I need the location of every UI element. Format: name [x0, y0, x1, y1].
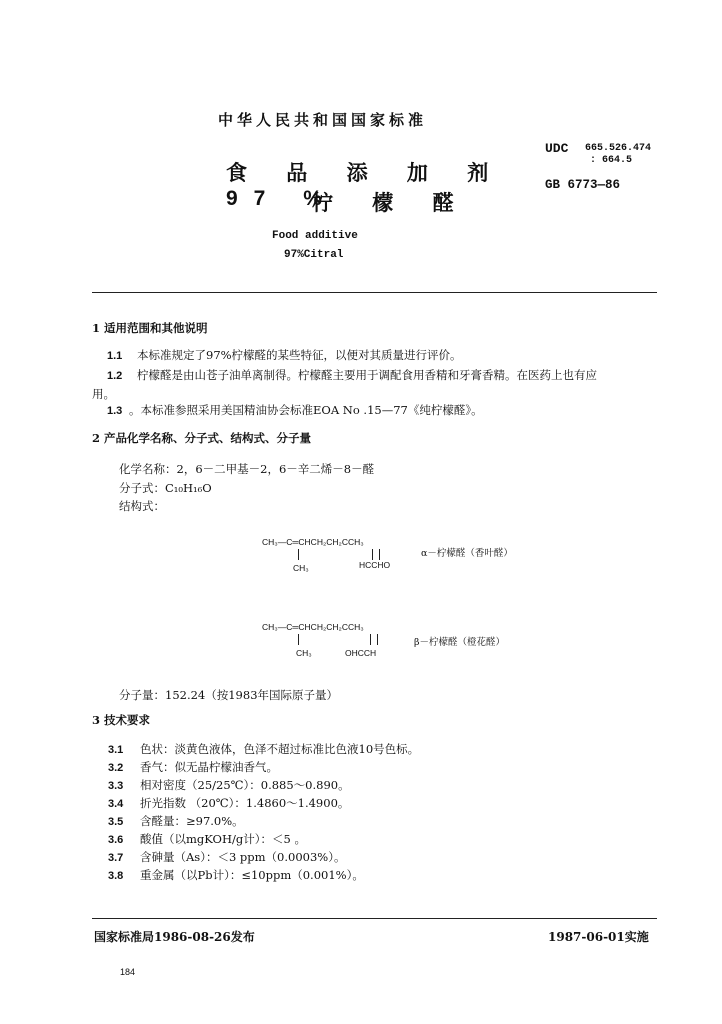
alpha-methyl: CH₃: [293, 563, 309, 573]
molecular-weight: 分子量：152.24（按1983年国际原子量）: [119, 688, 339, 702]
udc-code-line1: 665.526.474: [585, 143, 652, 154]
clause-text: 相对密度（25/25℃）：0.885～0.890。: [140, 778, 350, 792]
clause-text: 色状：淡黄色液体，色泽不超过标准比色液10号色标。: [140, 742, 420, 756]
clause-text: 含砷量（As）：＜3 ppm（0.0003%）。: [140, 850, 346, 864]
country-standard-title: 中华人民共和国国家标准: [218, 111, 428, 129]
beta-branch-bond: [298, 634, 299, 645]
title-citral: 柠 檬 醛: [312, 190, 470, 215]
clause-text: 。本标准参照采用美国精油协会标准EOA No .15—77《纯柠檬醛》。: [129, 403, 483, 417]
top-rule: [92, 292, 657, 293]
alpha-branch-bond: [298, 549, 299, 560]
english-title-line2: 97%Citral: [284, 249, 344, 261]
clause-3-7: [108, 849, 345, 865]
clause-number: 3.1: [108, 744, 124, 756]
section-1-heading: 1 适用范围和其他说明: [92, 321, 208, 335]
clause-3-4: [108, 795, 349, 811]
issue-date: 国家标准局1986-08-26发布: [94, 930, 255, 944]
beta-methyl: CH₃: [296, 648, 312, 658]
beta-double-bond: [370, 634, 378, 645]
page-number: 184: [120, 967, 136, 977]
chemical-name: 化学名称：2，6－二甲基－2，6－辛二烯－8－醛: [119, 462, 375, 476]
clause-number: 1.1: [107, 350, 123, 362]
clause-3-3: [108, 777, 350, 793]
clause-number: 3.8: [108, 870, 124, 882]
clause-3-6: [108, 831, 306, 847]
gb-code: GB 6773—86: [545, 178, 621, 192]
clause-3-2: [108, 759, 278, 775]
clause-3-5: [108, 813, 244, 829]
alpha-double-bond: [372, 549, 380, 560]
beta-citral-label: β－柠檬醛（橙花醛）: [414, 637, 505, 648]
title-percent: 97 %: [226, 187, 338, 210]
clause-number: 3.5: [108, 816, 124, 828]
udc-label: UDC: [545, 141, 569, 156]
structure-label: 结构式：: [119, 499, 165, 513]
clause-text: 酸值（以mgKOH/g计）：＜5 。: [140, 832, 306, 846]
clause-1-1: [107, 347, 462, 363]
english-title-line1: Food additive: [272, 230, 358, 242]
clause-number: 3.4: [108, 798, 124, 810]
clause-number: 1.3: [107, 405, 123, 417]
beta-citral-chain: CH₃—C═CHCH₂CH₂CCH₃: [262, 622, 364, 632]
clause-text: 重金属（以Pb计）：≤10ppm（0.001%）。: [140, 868, 364, 882]
clause-1-2: [107, 367, 597, 383]
clause-1-2-continued: 用。: [92, 387, 115, 401]
clause-number: 1.2: [107, 370, 123, 382]
alpha-citral-label: α－柠檬醛（香叶醛）: [421, 548, 513, 559]
alpha-aldehyde: HCCHO: [359, 560, 391, 570]
clause-3-8: [108, 867, 364, 883]
clause-text: 香气：似无晶柠檬油香气。: [140, 760, 278, 774]
clause-number: 3.7: [108, 852, 124, 864]
clause-number: 3.6: [108, 834, 124, 846]
clause-3-1: [108, 741, 419, 757]
bottom-rule: [92, 918, 657, 919]
clause-number: 3.2: [108, 762, 124, 774]
clause-text: 折光指数 （20℃）：1.4860～1.4900。: [140, 796, 350, 810]
clause-text: 本标准规定了97%柠檬醛的某些特征，以便对其质量进行评价。: [137, 348, 462, 362]
udc-code-line2: : 664.5: [590, 155, 633, 166]
clause-text: 含醛量：≥97.0%。: [140, 814, 244, 828]
clause-text: 柠檬醛是由山苍子油单离制得。柠檬醛主要用于调配食用香精和牙膏香精。在医药上也有应: [137, 368, 597, 382]
clause-number: 3.3: [108, 780, 124, 792]
beta-aldehyde: OHCCH: [345, 648, 377, 658]
clause-1-3: [107, 402, 483, 418]
section-2-heading: 2 产品化学名称、分子式、结构式、分子量: [92, 431, 312, 445]
molecular-formula: 分子式：C₁₀H₁₆O: [119, 481, 212, 495]
effective-date: 1987-06-01实施: [548, 930, 649, 944]
section-3-heading: 3 技术要求: [92, 713, 151, 727]
alpha-citral-chain: CH₃—C═CHCH₂CH₂CCH₃: [262, 537, 364, 547]
title-line1: 食 品 添 加 剂: [226, 160, 505, 185]
